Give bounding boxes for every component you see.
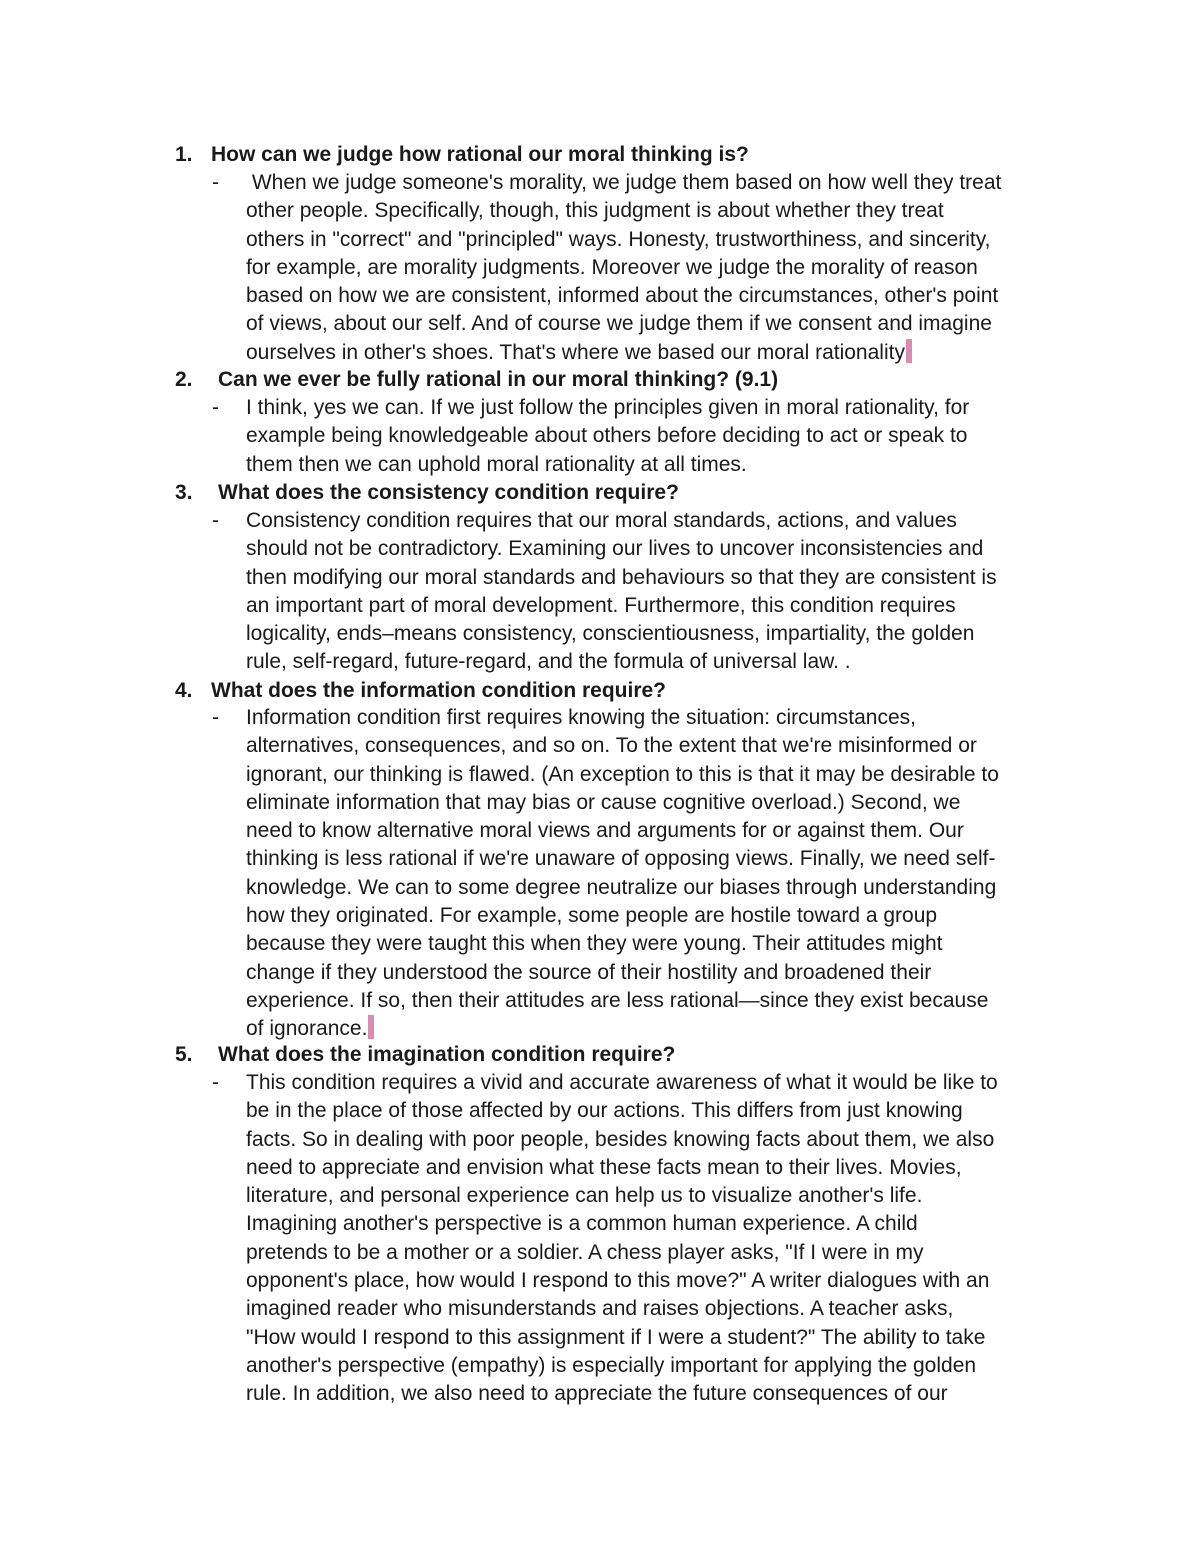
- answer-line: another's perspective (empathy) is especially important for applying the golden: [246, 1353, 977, 1377]
- question-3: [175, 479, 679, 507]
- answer-bullet: -: [212, 396, 219, 419]
- answer-line: them then we can uphold moral rationality at all times.: [246, 452, 747, 476]
- answer-line: imagined reader who misunderstands and raises objections. A teacher asks,: [246, 1297, 954, 1321]
- question-2: [175, 366, 778, 394]
- answer-line: eliminate information that may bias or cause cognitive overload.) Second, we: [246, 790, 961, 814]
- answer-line: I think, yes we can. If we just follow the principles given in moral rationality, for: [246, 396, 970, 419]
- answer-line: other people. Specifically, though, this judgment is about whether they treat: [246, 199, 944, 223]
- answer-line: facts. So in dealing with poor people, besides knowing facts about them, we also: [246, 1127, 995, 1151]
- question-5: [175, 1041, 675, 1069]
- answer-5: [246, 1069, 1066, 1409]
- answer-line-text: ourselves in other's shoes. That's where we based our moral rationality: [246, 340, 905, 364]
- answer-line: "How would I respond to this assignment if I were a student?" The ability to take: [246, 1325, 986, 1349]
- answer-line: experience. If so, then their attitudes are less rational—since they exist because: [246, 988, 989, 1012]
- answer-line: example being knowledgeable about others before deciding to act or speak to: [246, 424, 968, 448]
- answer-line: literature, and personal experience can help us to visualize another's life.: [246, 1184, 923, 1208]
- answer-line-text: of ignorance.: [246, 1017, 368, 1041]
- answer-line: how they originated. For example, some people are hostile toward a group: [246, 904, 938, 928]
- question-number: 2.: [175, 368, 193, 391]
- answer-2: [246, 394, 1066, 479]
- answer-line: This condition requires a vivid and accurate awareness of what it would be like to: [246, 1071, 998, 1094]
- answer-bullet: -: [212, 706, 219, 729]
- answer-line: an important part of moral development. Furthermore, this condition requires: [246, 593, 956, 617]
- answer-line: rule, self-regard, future-regard, and the formula of universal law. .: [246, 650, 851, 674]
- question-text: What does the imagination condition require?: [218, 1043, 676, 1066]
- question-4: [175, 677, 666, 705]
- answer-line: ignorant, our thinking is flawed. (An exception to this is that it may be desirable to: [246, 762, 999, 786]
- answer-line: change if they understood the source of their hostility and broadened their: [246, 960, 932, 984]
- answer-bullet: -: [212, 1071, 219, 1094]
- answer-line: be in the place of those affected by our actions. This differs from just knowing: [246, 1099, 963, 1123]
- answer-line: based on how we are consistent, informed about the circumstances, other's point: [246, 284, 999, 308]
- answer-1: [246, 169, 1066, 367]
- answer-line: rule. In addition, we also need to appreciate the future consequences of our: [246, 1382, 948, 1406]
- answer-line: Consistency condition requires that our moral standards, actions, and values: [246, 509, 957, 532]
- answer-line: Information condition first requires knowing the situation: circumstances,: [246, 706, 916, 729]
- answer-line: Imagining another's perspective is a common human experience. A child: [246, 1212, 918, 1236]
- answer-line: because they were taught this when they were young. Their attitudes might: [246, 932, 943, 956]
- answer-line: logicality, ends–means consistency, conscientiousness, impartiality, the golden: [246, 622, 975, 646]
- answer-line: alternatives, consequences, and so on. To the extent that we're misinformed or: [246, 734, 977, 758]
- question-text: What does the information condition require?: [211, 679, 666, 702]
- question-text: What does the consistency condition require?: [218, 481, 679, 504]
- answer-line: need to appreciate and envision what these facts mean to their lives. Movies,: [246, 1155, 962, 1179]
- answer-line-last: [246, 339, 1066, 367]
- answer-line: need to know alternative moral views and arguments for or against them. Our: [246, 819, 964, 843]
- question-text: How can we judge how rational our moral thinking is?: [211, 143, 749, 166]
- answer-bullet: -: [212, 171, 219, 194]
- answer-line: opponent's place, how would I respond to this move?" A writer dialogues with an: [246, 1269, 990, 1293]
- answer-line: of views, about our self. And of course we judge them if we consent and imagine: [246, 312, 992, 336]
- question-number: 5.: [175, 1043, 193, 1066]
- answer-3: [246, 507, 1066, 677]
- text-cursor: [368, 1015, 374, 1039]
- question-number: 1.: [175, 143, 193, 166]
- question-1: [175, 141, 749, 169]
- question-number: 3.: [175, 481, 193, 504]
- answer-line: others in "correct" and "principled" ways. Honesty, trustworthiness, and sincerity,: [246, 227, 991, 251]
- answer-line: for example, are morality judgments. Moreover we judge the morality of reason: [246, 255, 978, 279]
- answer-line: knowledge. We can to some degree neutralize our biases through understanding: [246, 875, 997, 899]
- answer-line: should not be contradictory. Examining our lives to uncover inconsistencies and: [246, 537, 984, 561]
- answer-line: thinking is less rational if we're unaware of opposing views. Finally, we need self-: [246, 847, 996, 871]
- answer-line: When we judge someone's morality, we judge them based on how well they treat: [246, 171, 1002, 194]
- question-text: Can we ever be fully rational in our moral thinking? (9.1): [218, 368, 779, 391]
- text-cursor: [906, 339, 912, 363]
- answer-4: [246, 704, 1066, 1044]
- question-number: 4.: [175, 679, 193, 702]
- answer-line-last: [246, 1015, 1066, 1043]
- answer-bullet: -: [212, 509, 219, 532]
- answer-line: then modifying our moral standards and behaviours so that they are consistent is: [246, 565, 997, 589]
- answer-line: pretends to be a mother or a soldier. A chess player asks, "If I were in my: [246, 1240, 924, 1264]
